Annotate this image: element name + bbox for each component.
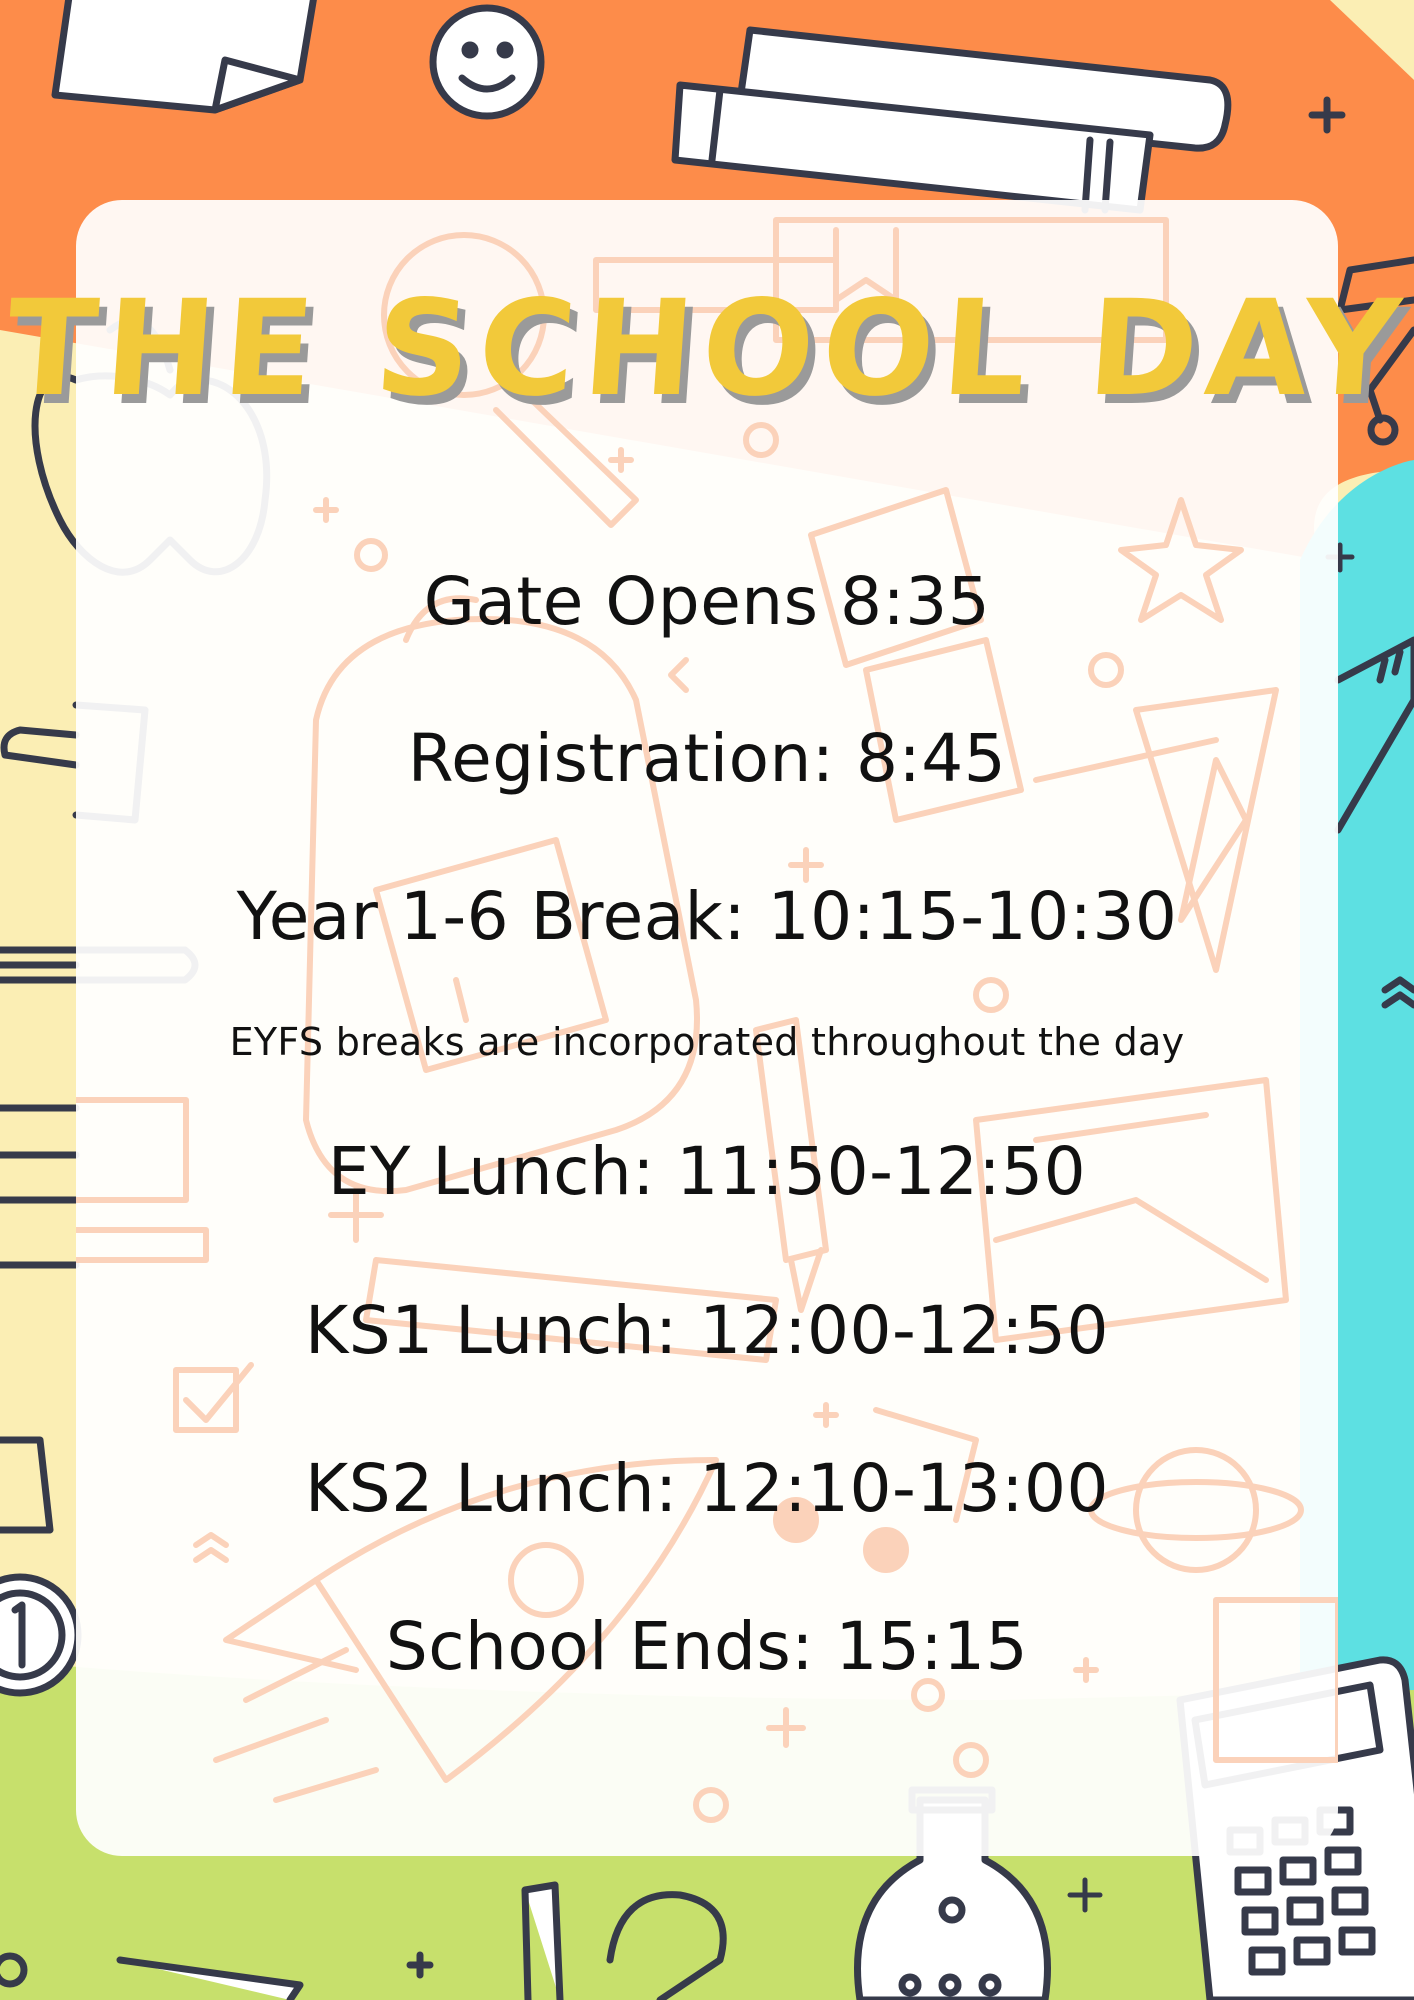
calculator-doodle bbox=[1216, 1600, 1338, 1760]
schedule-item-ks2-lunch: KS2 Lunch: 12:10-13:00 bbox=[305, 1450, 1109, 1527]
schedule-item-gate-opens: Gate Opens 8:35 bbox=[423, 563, 991, 640]
ruler-doodle bbox=[366, 1260, 776, 1360]
eyfs-note: EYFS breaks are incorporated throughout the day bbox=[229, 1020, 1185, 1064]
schedule-item-school-ends: School Ends: 15:15 bbox=[385, 1608, 1029, 1685]
marker-doodle bbox=[756, 1020, 826, 1260]
set-square-doodle bbox=[1036, 690, 1276, 970]
music-note-doodle bbox=[776, 1410, 976, 1570]
backpack-doodle bbox=[306, 598, 697, 1191]
books-doodle bbox=[76, 1100, 206, 1260]
schedule-item-registration: Registration: 8:45 bbox=[407, 720, 1007, 797]
checkbox-doodle bbox=[176, 1365, 251, 1430]
puzzle-doodle bbox=[811, 490, 1021, 820]
page-title: THE SCHOOL DAY bbox=[1, 272, 1413, 426]
card-doodle-pattern bbox=[76, 200, 1338, 1856]
schedule-card bbox=[76, 200, 1338, 1856]
schedule-item-break: Year 1-6 Break: 10:15-10:30 bbox=[236, 878, 1178, 955]
envelope-doodle bbox=[976, 1080, 1286, 1340]
star-doodle bbox=[1121, 500, 1241, 620]
rocket-doodle bbox=[216, 1460, 716, 1800]
schedule-item-ks1-lunch: KS1 Lunch: 12:00-12:50 bbox=[305, 1292, 1109, 1369]
title-container bbox=[0, 272, 1414, 426]
smiley-icon bbox=[433, 8, 541, 116]
schedule-item-ey-lunch: EY Lunch: 11:50-12:50 bbox=[327, 1133, 1087, 1210]
planet-doodle bbox=[1091, 1450, 1301, 1570]
